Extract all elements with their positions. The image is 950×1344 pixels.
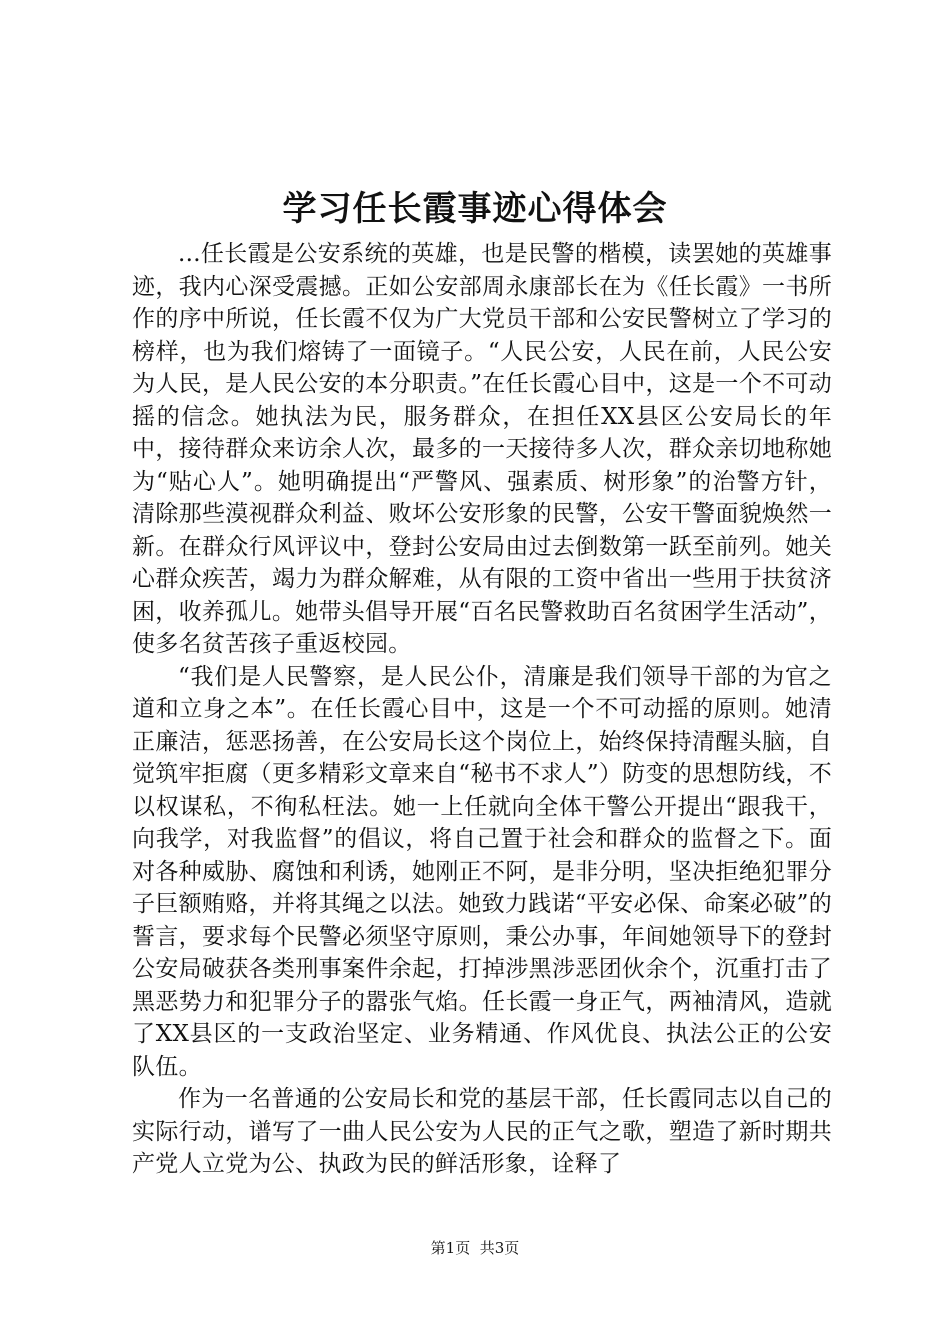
paragraph-1: ...任长霞是公安系统的英雄，也是民警的楷模，读罢她的英雄事迹，我内心深受震撼。正如公安部周永康部长在为《任长霞》一书所作的序中所说，任长霞不仅为广大党员干部和公安民警树立了学习的榜样，也为我们熔铸了一面镜子。“人民公安，人民在前，人民公安为人民，是人民公安的本分职责。”在任长霞心目中，这是一个不可动摇的信念。她执法为民，服务群众，在担任XX县区公安局长的年中，接待群众来访余人次，最多的一天接待多人次，群众亲切地称她为“贴心人”。她明确提出“严警风、强素质、树形象”的治警方针，清除那些漠视群众利益、败坏公安形象的民警，公安干警面貌焕然一新。在群众行风评议中，登封公安局由过去倒数第一跃至前列。她关心群众疾苦，竭力为群众解难，从有限的工资中省出一些用于扶贫济困，收养孤儿。她带头倡导开展“百名民警救助百名贫困学生活动”，使多名贫苦孩子重返校园。: [132, 241, 832, 657]
document-body: [132, 238, 832, 1181]
page-footer: [0, 1238, 950, 1258]
page-number: 第1页: [430, 1239, 471, 1257]
paragraph-2: “我们是人民警察，是人民公仆，清廉是我们领导干部的为官之道和立身之本”。在任长霞心目中，这是一个不可动摇的原则。她清正廉洁，惩恶扬善，在公安局长这个岗位上，始终保持清醒头脑，自觉筑牢拒腐（更多精彩文章来自“秘书不求人”）防变的思想防线，不以权谋私，不徇私枉法。她一上任就向全体干警公开提出“跟我干，向我学，对我监督”的倡议，将自己置于社会和群众的监督之下。面对各种威胁、腐蚀和利诱，她刚正不阿，是非分明，坚决拒绝犯罪分子巨额贿赂，并将其绳之以法。她致力践诺“平安必保、命案必破”的誓言，要求每个民警必须坚守原则，秉公办事，年间她领导下的登封公安局破获各类刑事案件余起，打掉涉黑涉恶团伙余个，沉重打击了黑恶势力和犯罪分子的嚣张气焰。任长霞一身正气，两袖清风，造就了XX县区的一支政治坚定、业务精通、作风优良、执法公正的公安队伍。: [132, 663, 832, 1080]
document-title: 学习任长霞事迹心得体会: [282, 189, 668, 229]
paragraph-3: 作为一名普通的公安局长和党的基层干部，任长霞同志以自己的实际行动，谱写了一曲人民公安为人民的正气之歌，塑造了新时期共产党人立党为公、执政为民的鲜活形象，诠释了: [132, 1086, 832, 1177]
page-total: 共3页: [479, 1239, 520, 1257]
